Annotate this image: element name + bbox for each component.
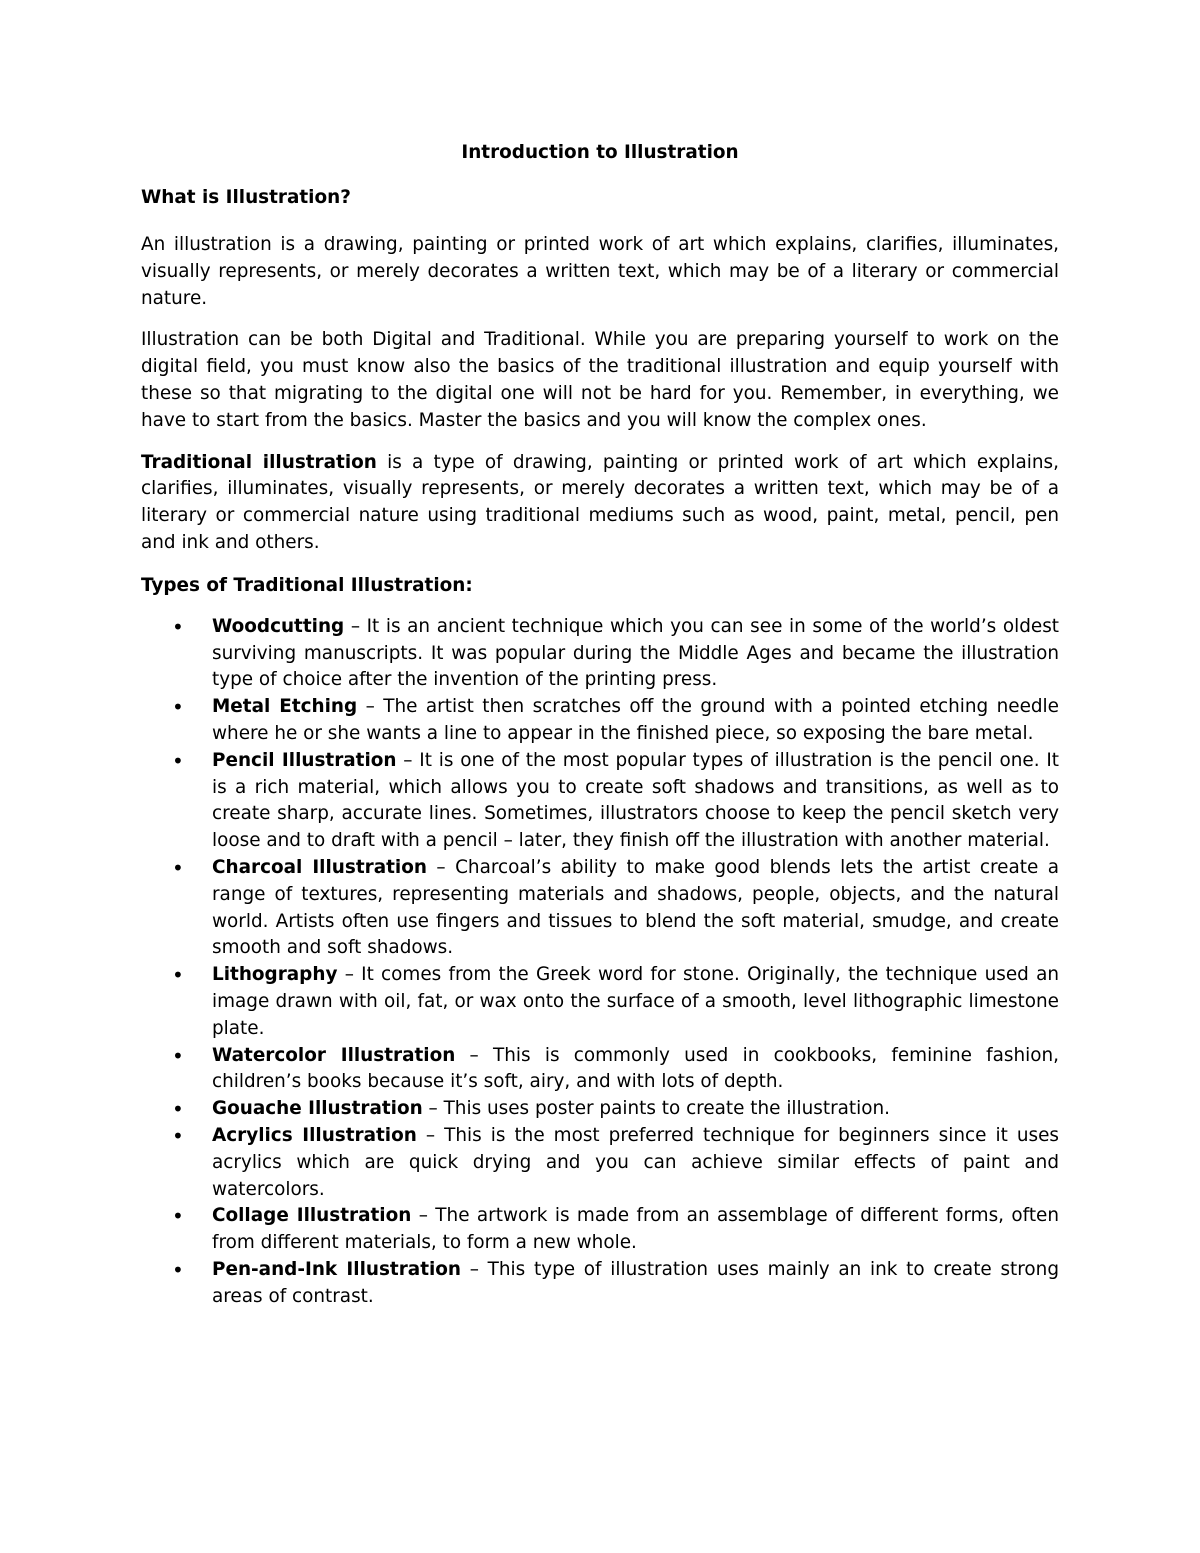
- type-text: – This type of illustration uses mainly an ink to create strong areas of contrast.: [212, 1258, 1059, 1307]
- type-text: – This is the most preferred technique for beginners since it uses acrylics which are quick drying and you can achieve similar effects of paint and watercolors.: [212, 1124, 1059, 1200]
- bullet-icon: •: [172, 1043, 184, 1068]
- types-heading-suffix: :: [465, 574, 473, 596]
- bullet-icon: •: [172, 614, 184, 639]
- type-text: – The artist then scratches off the ground with a pointed etching needle where he or she wants a line to appear in the finished piece, so exposing the bare metal.: [212, 696, 1059, 744]
- type-text: – This uses poster paints to create the illustration.: [422, 1098, 891, 1120]
- list-item: [141, 614, 1059, 694]
- list-item: [141, 748, 1059, 855]
- type-text: – It is one of the most popular types of illustration is the pencil one. It is a rich material, which allows you to create soft shadows and transitions, as well as to create sharp, accurate lines. Sometimes, illustrators choose to keep the pencil sketch very loose and to draft with a pencil – later, they finish off the illustration with another material.: [212, 749, 1059, 852]
- bullet-icon: •: [172, 963, 184, 988]
- bullet-icon: •: [172, 748, 184, 773]
- list-item: [141, 1203, 1059, 1257]
- list-item: [141, 855, 1059, 962]
- type-term: Lithography: [212, 964, 338, 986]
- type-text: – Charcoal’s ability to make good blends lets the artist create a range of textures, representing materials and shadows, people, objects, and the natural world. Artists often use fingers and tissues to blend the soft material, smudge, and create smooth and soft shadows.: [212, 856, 1060, 959]
- list-item: [141, 1257, 1059, 1311]
- list-item: [141, 1096, 1059, 1123]
- type-term: Woodcutting: [212, 615, 345, 637]
- list-item: [141, 962, 1059, 1042]
- list-item: [141, 1043, 1059, 1097]
- types-heading: [141, 573, 1059, 599]
- traditional-text: is a type of drawing, painting or printed work of art which explains, clarifies, illuminates, visually represents, or merely decorates a written text, which may be of a literary or commercial nature using traditional mediums such as wood, paint, metal, pencil, pen and ink and others.: [141, 451, 1059, 553]
- type-term: Pencil Illustration: [212, 749, 397, 771]
- document-title: Introduction to Illustration: [461, 142, 739, 163]
- type-term: Acrylics Illustration: [212, 1124, 417, 1146]
- type-term: Watercolor Illustration: [212, 1044, 456, 1066]
- type-term: Charcoal Illustration: [212, 856, 427, 878]
- type-term: Metal Etching: [212, 696, 358, 718]
- traditional-term: Traditional illustration: [141, 451, 377, 473]
- types-list: [141, 614, 1059, 1311]
- list-item: [141, 1123, 1059, 1203]
- bullet-icon: •: [172, 1204, 184, 1229]
- section-heading: What is Illustration?: [141, 187, 351, 208]
- type-term: Pen-and-Ink Illustration: [212, 1258, 462, 1280]
- type-text: – The artwork is made from an assemblage of different forms, often from different materials, to form a new whole.: [212, 1205, 1059, 1254]
- types-heading-text: Types of Traditional Illustration: [141, 574, 466, 596]
- bullet-icon: •: [172, 1123, 184, 1148]
- type-term: Collage Illustration: [212, 1205, 412, 1227]
- list-item: [141, 694, 1059, 748]
- bullet-icon: •: [172, 1257, 184, 1282]
- paragraph-digital-traditional: Illustration can be both Digital and Traditional. While you are preparing yourself to work on the digital field, you must know also the basics of the traditional illustration and equip yourself with these so that migrating to the digital one will not be hard for you. Remember, in everything, we have to start from the basics. Master the basics and you will know the complex ones.: [141, 329, 1059, 431]
- bullet-icon: •: [172, 855, 184, 880]
- bullet-icon: •: [172, 695, 184, 720]
- document-page: [141, 140, 1059, 1310]
- type-text: – It is an ancient technique which you can see in some of the world’s oldest surviving manuscripts. It was popular during the Middle Ages and became the illustration type of choice after the invention of the printing press.: [212, 615, 1059, 691]
- bullet-icon: •: [172, 1097, 184, 1122]
- type-text: – It comes from the Greek word for stone. Originally, the technique used an image drawn with oil, fat, or wax onto the surface of a smooth, level lithographic limestone plate.: [212, 964, 1059, 1039]
- type-term: Gouache Illustration: [212, 1098, 423, 1120]
- type-text: – This is commonly used in cookbooks, feminine fashion, children’s books because it’s soft, airy, and with lots of depth.: [212, 1044, 1060, 1093]
- paragraph-traditional-illustration: [141, 450, 1059, 557]
- paragraph-definition: An illustration is a drawing, painting or printed work of art which explains, clarifies, illuminates, visually represents, or merely decorates a written text, which may be of a literary or commercial nature.: [141, 234, 1059, 309]
